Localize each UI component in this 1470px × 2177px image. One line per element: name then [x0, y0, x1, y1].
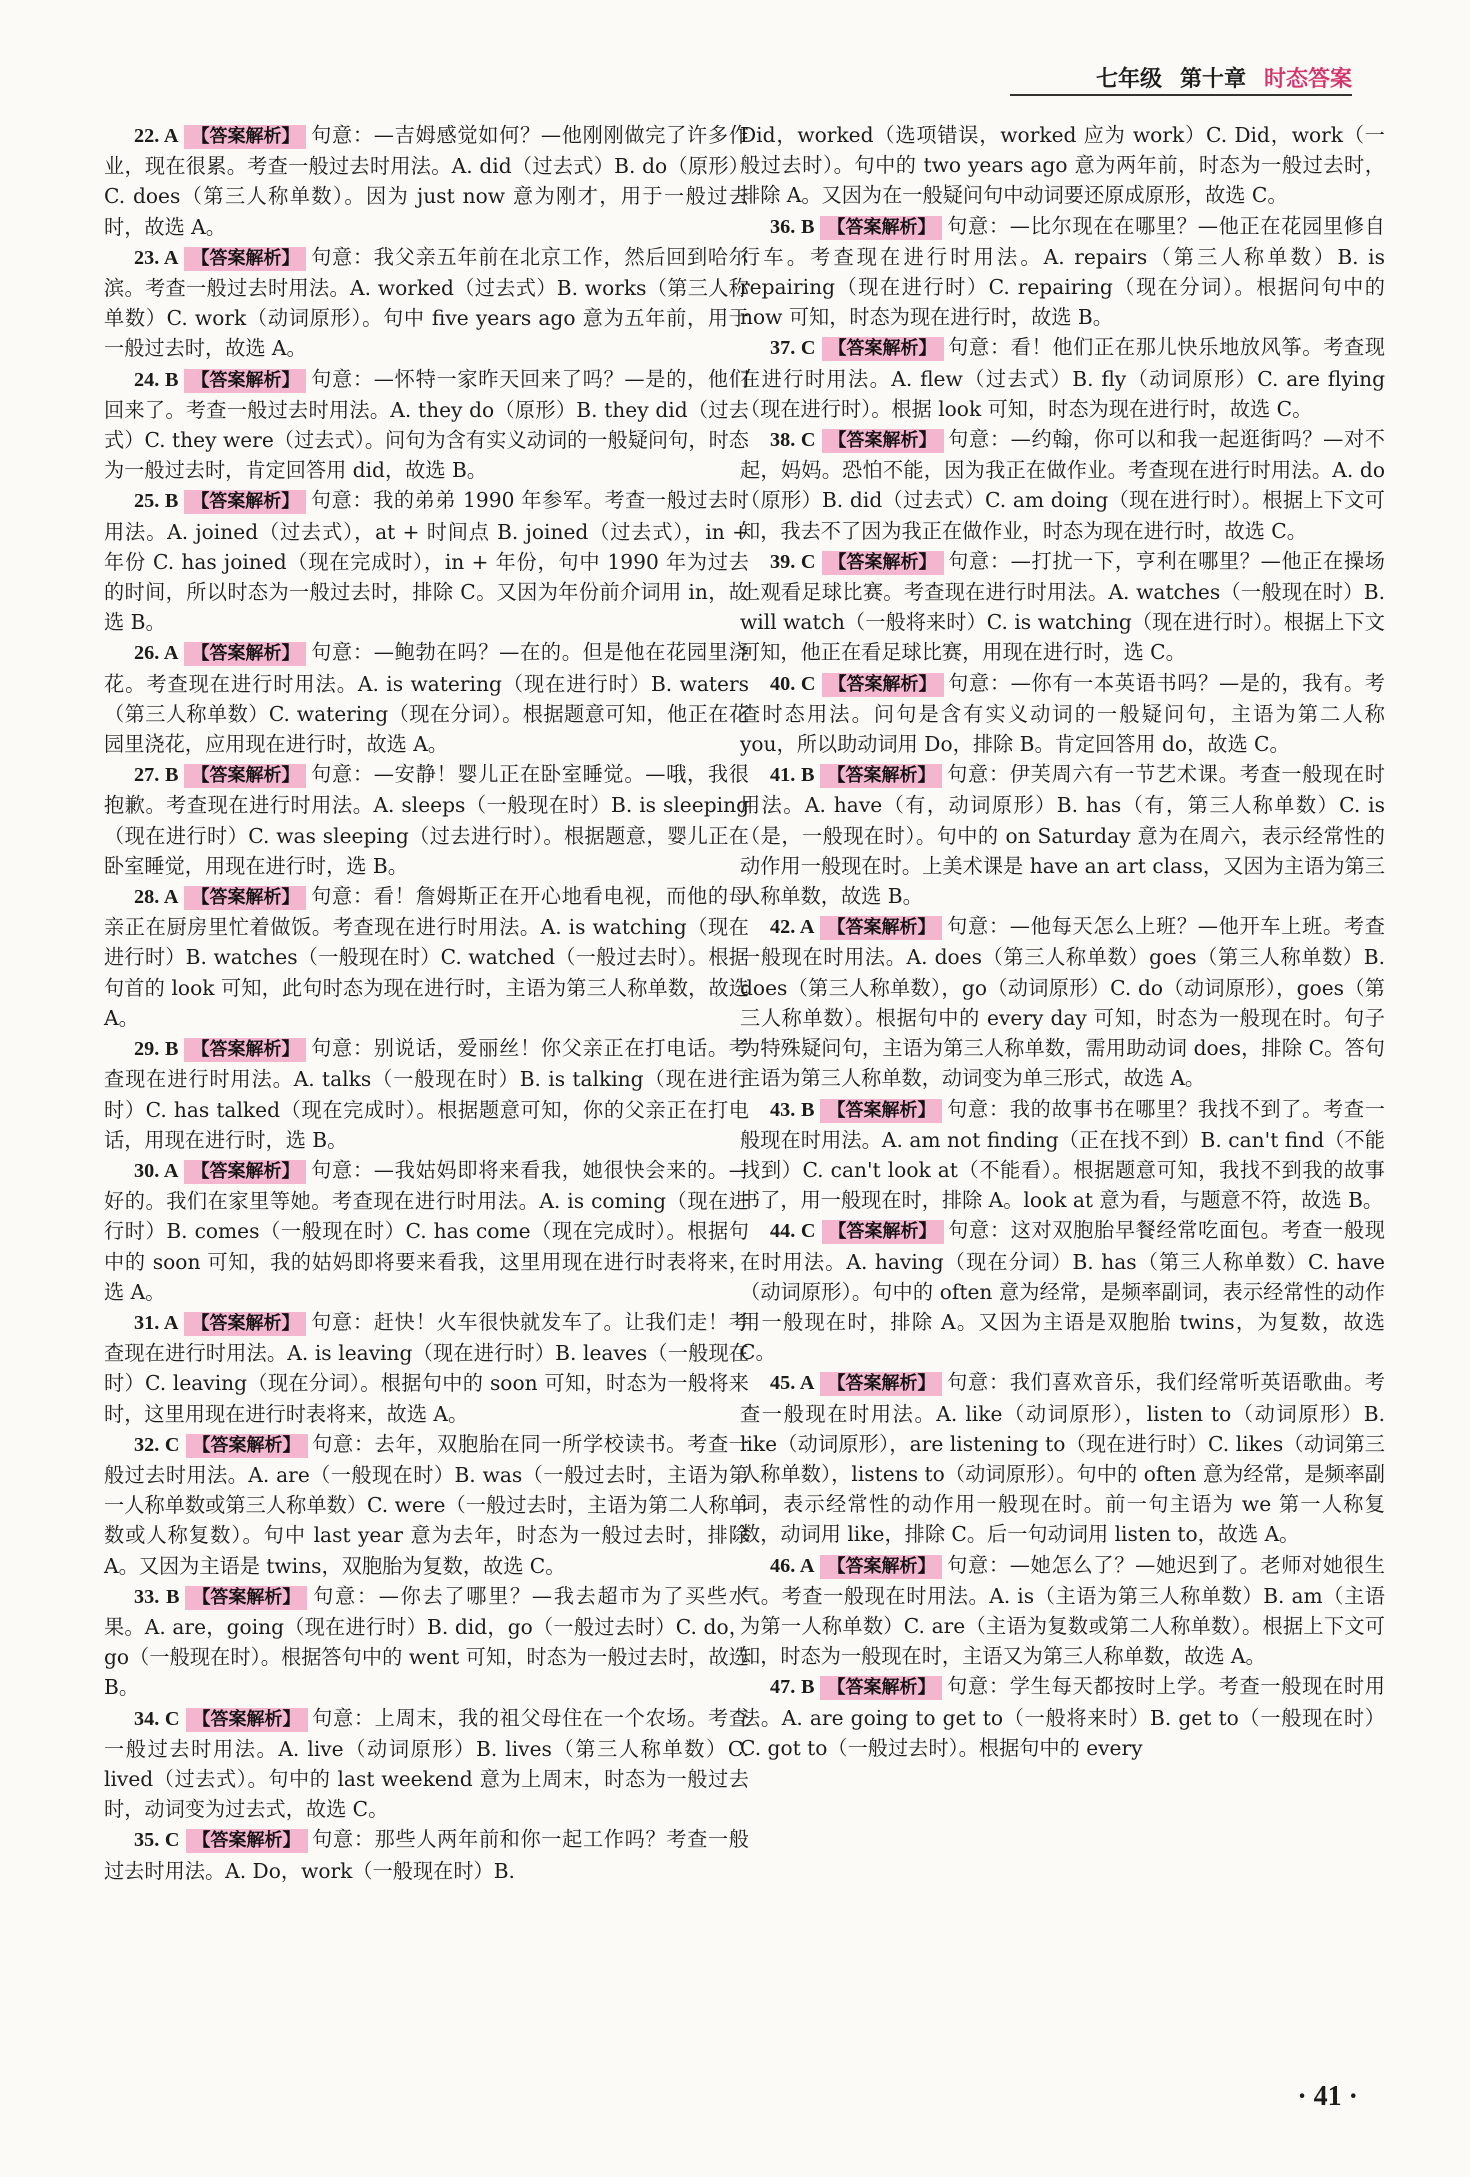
answer-number: 31. A: [134, 1311, 179, 1334]
answer-entry: [740, 668, 1385, 760]
page-number: · 41 ·: [1297, 2081, 1358, 2112]
answer-analysis-tag: 【答案解析】: [184, 1160, 306, 1184]
answer-number: 40. C: [770, 672, 816, 695]
answer-text: 句意：—怀特一家昨天回来了吗？—是的，他们回来了。考查一般过去时用法。A. they do（原形）B. they did（过去式）C. they were（过去式）。问句为含有实义动词的一般疑问句，时态为一般过去时，肯定回答用 did，故选 B。: [104, 366, 749, 483]
answer-entry: [740, 1215, 1385, 1367]
answer-analysis-tag: 【答案解析】: [820, 1372, 942, 1396]
answer-entry: [104, 759, 749, 881]
answer-analysis-tag: 【答案解析】: [185, 1586, 307, 1610]
answer-analysis-tag: 【答案解析】: [184, 886, 306, 910]
answer-analysis-tag: 【答案解析】: [822, 1220, 944, 1244]
answer-entry: [740, 120, 1385, 211]
answer-entry: [104, 637, 749, 759]
answer-analysis-tag: 【答案解析】: [820, 1099, 942, 1123]
answer-entry: [740, 211, 1385, 333]
answer-text: 句意：—你有一本英语书吗？—是的，我有。考查时态用法。问句是含有实义动词的一般疑问句，主语为第二人称 you，所以助动词用 Do，排除 B。肯定回答用 do，故选 C。: [740, 670, 1385, 757]
answer-entry: [740, 1550, 1385, 1672]
answer-number: 43. B: [770, 1098, 815, 1121]
answer-text: 句意：我们喜欢音乐，我们经常听英语歌曲。考查一般现在时用法。A. like（动词原形），listen to（动词原形）B. like（动词原形），are listening to（现在进行时）C. likes（动词第三人称单数），listens to（动词原形）。句中的 often 意为经常，是频率副词，表示经常性的动作用一般现在时。前一句主语为 we 第一人称复数，动词用 like，排除 C。后一句动词用 listen to，故选 A。: [740, 1370, 1385, 1547]
answer-text: 句意：—我姑妈即将来看我，她很快会来的。—好的。我们在家里等她。考查现在进行时用法。A. is coming（现在进行时）B. comes（一般现在时）C. has come（现在完成时）。根据句中的 soon 可知，我的姑妈即将要来看我，这里用现在进行时表将来，选 A。: [104, 1157, 749, 1304]
answer-entry: [104, 1703, 749, 1825]
answer-text: 句意：—打扰一下，亨利在哪里？—他正在操场上观看足球比赛。考查现在进行时用法。A. watches（一般现在时）B. will watch（一般将来时）C. is watching（现在进行时）。根据上下文可知，他正在看足球比赛，用现在进行时，选 C。: [740, 548, 1385, 665]
answer-entry: [740, 424, 1385, 546]
answer-analysis-tag: 【答案解析】: [184, 490, 306, 514]
answer-entry: [740, 1094, 1385, 1216]
answer-text: 句意：—鲍勃在吗？—在的。但是他在花园里浇花。考查现在进行时用法。A. is watering（现在进行时）B. waters（第三人称单数）C. watering（现在分词）。根据题意可知，他正在花园里浇花，应用现在进行时，故选 A。: [104, 640, 749, 757]
answer-entry: [104, 1307, 749, 1429]
answer-analysis-tag: 【答案解析】: [184, 1312, 306, 1336]
answer-entry: [104, 1033, 749, 1155]
answer-entry: [104, 1581, 749, 1703]
answer-entry: [740, 911, 1385, 1093]
answer-analysis-tag: 【答案解析】: [184, 764, 306, 788]
answer-analysis-tag: 【答案解析】: [184, 642, 306, 666]
answer-text: 句意：我的故事书在哪里？我找不到了。考查一般现在时用法。A. am not finding（正在找不到）B. can't find（不能找到）C. can't look at（不能看）。根据题意可知，我找不到我的故事书了，用一般现在时，排除 A。look at 意为看，与题意不符，故选 B。: [740, 1096, 1385, 1213]
answer-analysis-tag: 【答案解析】: [186, 1829, 308, 1853]
answer-analysis-tag: 【答案解析】: [820, 764, 942, 788]
answer-analysis-tag: 【答案解析】: [186, 1708, 308, 1732]
answer-entry: [104, 120, 749, 242]
answer-text: 句意：学生每天都按时上学。考查一般现在时用法。A. are going to get to（一般将来时）B. get to（一般现在时）C. got to（一般过去时）。根据句中的 every: [740, 1674, 1385, 1760]
answer-number: 44. C: [770, 1220, 816, 1243]
answer-text: 句意：上周末，我的祖父母住在一个农场。考查一般过去时用法。A. live（动词原形）B. lives（第三人称单数）C. lived（过去式）。句中的 last weekend 意为上周末，时态为一般过去时，动词变为过去式，故选 C。: [104, 1705, 749, 1822]
answer-text: 句意：别说话，爱丽丝！你父亲正在打电话。考查现在进行时用法。A. talks（一般现在时）B. is talking（现在进行时）C. has talked（现在完成时）。根据题意可知，你的父亲正在打电话，用现在进行时，选 B。: [104, 1036, 749, 1152]
answer-number: 29. B: [134, 1038, 179, 1061]
answer-number: 28. A: [134, 886, 179, 909]
answer-number: 38. C: [770, 429, 816, 452]
answer-entry: [104, 485, 749, 637]
answer-entry: [740, 1671, 1385, 1763]
answer-number: 35. C: [134, 1829, 180, 1852]
answer-number: 45. A: [770, 1372, 815, 1395]
answer-number: 25. B: [134, 490, 179, 513]
answer-number: 33. B: [134, 1585, 180, 1608]
answer-text: 句意：我父亲五年前在北京工作，然后回到哈尔滨。考查一般过去时用法。A. worked（过去式）B. works（第三人称单数）C. work（动词原形）。句中 five years ago 意为五年前，用于一般过去时，故选 A。: [104, 244, 749, 361]
answer-number: 41. B: [770, 764, 815, 787]
header-section: 时态答案: [1263, 67, 1352, 92]
answer-analysis-tag: 【答案解析】: [186, 1434, 308, 1458]
answer-text: 句意：赶快！火车很快就发车了。让我们走！考查现在进行时用法。A. is leaving（现在进行时）B. leaves（一般现在时）C. leaving（现在分词）。根据句中的 soon 可知，时态为一般将来时，这里用现在进行时表将来，故选 A。: [104, 1309, 749, 1426]
header-chapter: 第十章: [1179, 67, 1246, 92]
answer-number: 42. A: [770, 916, 815, 939]
answer-text: 句意：那些人两年前和你一起工作吗？考查一般过去时用法。A. Do，work（一般现在时）B.: [104, 1827, 749, 1883]
answer-entry: [104, 881, 749, 1033]
answer-text: 句意：去年，双胞胎在同一所学校读书。考查一般过去时用法。A. are（一般现在时）B. was（一般过去时，主语为第一人称单数或第三人称单数）C. were（一般过去时，主语为第二人称单数或人称复数）。句中 last year 意为去年，时态为一般过去时，排除 A。又因为主语是 twins，双胞胎为复数，故选 C。: [104, 1431, 749, 1578]
answer-number: 26. A: [134, 642, 179, 665]
answer-entry: [104, 1155, 749, 1307]
answer-text: 句意：—她怎么了？—她迟到了。老师对她很生气。考查一般现在时用法。A. is（主语为第三人称单数）B. am（主语为第一人称单数）C. are（主语为复数或第二人称单数）。根据上下文可知，时态为一般现在时，主语又为第三人称单数，故选 A。: [740, 1552, 1385, 1669]
answer-analysis-tag: 【答案解析】: [822, 337, 944, 361]
answer-analysis-tag: 【答案解析】: [822, 551, 944, 575]
answer-text: 句意：我的弟弟 1990 年参军。考查一般过去时用法。A. joined（过去式），at + 时间点 B. joined（过去式），in + 年份 C. has joined（现在完成时），in + 年份，句中 1990 年为过去的时间，所以时态为一般过去时，排除 C。又因为年份前介词用 in，故选 B。: [104, 488, 750, 635]
answer-number: 36. B: [770, 215, 815, 238]
answer-number: 30. A: [134, 1159, 179, 1182]
answer-analysis-tag: 【答案解析】: [820, 916, 942, 940]
answer-analysis-tag: 【答案解析】: [184, 1038, 306, 1062]
answer-number: 24. B: [134, 368, 179, 391]
answer-analysis-tag: 【答案解析】: [184, 247, 306, 271]
answer-text: 句意：—他每天怎么上班？—他开车上班。考查一般现在时用法。A. does（第三人称单数）goes（第三人称单数）B. does（第三人称单数），go（动词原形）C. do（动词原形），goes（第三人称单数）。根据句中的 every day 可知，时态为一般现在时。句子为特殊疑问句，主语为第三人称单数，需用助动词 does，排除 C。答句主语为第三人称单数，动词变为单三形式，故选 A。: [740, 914, 1385, 1091]
answer-number: 22. A: [134, 125, 179, 147]
running-header: [1096, 62, 1352, 93]
answer-analysis-tag: 【答案解析】: [184, 369, 306, 393]
answer-entry: [740, 1367, 1385, 1549]
answer-analysis-tag: 【答案解析】: [184, 125, 306, 149]
answer-number: 34. C: [134, 1707, 180, 1730]
answer-analysis-tag: 【答案解析】: [822, 673, 944, 697]
answer-text: Did，worked（选项错误，worked 应为 work）C. Did，work（一般过去时）。句中的 two years ago 意为两年前，时态为一般过去时，排除 A。又因为在一般疑问句中动词要还原成原形，故选 C。: [740, 123, 1385, 208]
answer-text: 句意：—吉姆感觉如何？—他刚刚做完了许多作业，现在很累。考查一般过去时用法。A. did（过去式）B. do（原形）C. does（第三人称单数）。因为 just now 意为刚才，用于一般过去时，故选 A。: [104, 123, 749, 239]
answer-analysis-tag: 【答案解析】: [820, 1676, 942, 1700]
answer-number: 32. C: [134, 1433, 180, 1456]
answer-text: 句意：—你去了哪里？—我去超市为了买些水果。A. are，going（现在进行时）B. did，go（一般过去时）C. do，go（一般现在时）。根据答句中的 went 可知，时态为一般过去时，故选 B。: [104, 1583, 749, 1700]
answer-entry: [104, 1429, 749, 1581]
answer-number: 39. C: [770, 550, 816, 573]
answer-analysis-tag: 【答案解析】: [820, 216, 942, 240]
header-rule: [1010, 94, 1352, 96]
answer-text: 句意：—比尔现在在哪里？—他正在花园里修自行车。考查现在进行时用法。A. repairs（第三人称单数）B. is repairing（现在进行时）C. repairing（现在分词）。根据问句中的 now 可知，时态为现在进行时，故选 B。: [740, 213, 1385, 330]
answer-text: 句意：这对双胞胎早餐经常吃面包。考查一般现在时用法。A. having（现在分词）B. has（第三人称单数）C. have（动词原形）。句中的 often 意为经常，是频率副词，表示经常性的动作用一般现在时，排除 A。又因为主语是双胞胎 twins，为复数，故选 C。: [740, 1218, 1385, 1365]
answer-entry: [740, 332, 1385, 424]
answer-number: 46. A: [770, 1554, 815, 1577]
answer-text: 句意：看！他们正在那儿快乐地放风筝。考查现在进行时用法。A. flew（过去式）B. fly（动词原形）C. are flying（现在进行时）。根据 look 可知，时态为现在进行时，故选 C。: [740, 335, 1385, 421]
answer-text: 句意：—约翰，你可以和我一起逛街吗？—对不起，妈妈。恐怕不能，因为我正在做作业。考查现在进行时用法。A. do（原形）B. did（过去式）C. am doing（现在进行时）。根据上下文可知，我去不了因为我正在做作业，时态为现在进行时，故选 C。: [740, 427, 1385, 543]
left-column: [104, 120, 749, 1886]
answer-entry: [104, 1824, 749, 1885]
answer-entry: [740, 546, 1385, 668]
answer-text: 句意：看！詹姆斯正在开心地看电视，而他的母亲正在厨房里忙着做饭。考查现在进行时用法。A. is watching（现在进行时）B. watches（一般现在时）C. watched（一般过去时）。根据句首的 look 可知，此句时态为现在进行时，主语为第三人称单数，故选 A。: [104, 884, 749, 1030]
answer-analysis-tag: 【答案解析】: [822, 429, 944, 453]
answer-analysis-tag: 【答案解析】: [820, 1555, 942, 1579]
answer-number: 27. B: [134, 764, 179, 787]
answer-entry: [104, 364, 749, 486]
answer-number: 47. B: [770, 1676, 815, 1699]
right-column: [740, 120, 1385, 1763]
answer-entry: [104, 242, 749, 364]
answer-text: 句意：—安静！婴儿正在卧室睡觉。—哦，我很抱歉。考查现在进行时用法。A. sleeps（一般现在时）B. is sleeping（现在进行时）C. was sleeping（过去进行时）。根据题意，婴儿正在卧室睡觉，用现在进行时，选 B。: [104, 762, 749, 878]
answer-number: 37. C: [770, 337, 816, 360]
answer-text: 句意：伊芙周六有一节艺术课。考查一般现在时用法。A. have（有，动词原形）B. has（有，第三人称单数）C. is（是，一般现在时）。句中的 on Saturday 意为在周六，表示经常性的动作用一般现在时。上美术课是 have an art class，又因为主语为第三人称单数，故选 B。: [740, 762, 1385, 909]
header-grade: 七年级: [1095, 67, 1162, 92]
answer-entry: [740, 759, 1385, 911]
answer-number: 23. A: [134, 246, 179, 269]
